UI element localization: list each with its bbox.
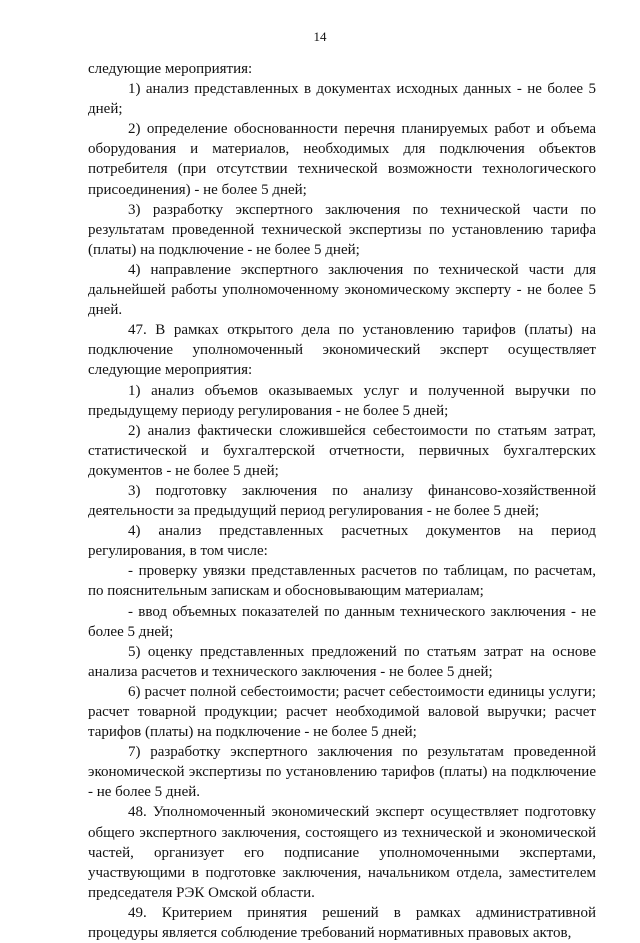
list-item-46-4: 4) направление экспертного заключения по технической части для дальнейшей работы уполномоченному экономическому эксперту - не более 5 дней. (88, 261, 596, 319)
list-item-47-5: 5) оценку представленных предложений по статьям затрат на основе анализа расчетов и технического заключения - не более 5 дней; (88, 643, 596, 680)
sub-item-dash-1: - проверку увязки представленных расчетов по таблицам, по расчетам, по пояснительным запискам и обосновывающим материалам; (88, 563, 596, 600)
sub-item-dash-2: - ввод объемных показателей по данным технического заключения - не более 5 дней; (88, 603, 596, 640)
list-item-46-1: 1) анализ представленных в документах исходных данных - не более 5 дней; (88, 81, 596, 118)
page-number: 14 (313, 29, 327, 44)
list-item-47-4: 4) анализ представленных расчетных документов на период регулирования, в том числе: (88, 523, 596, 560)
clause-47: 47. В рамках открытого дела по установлению тарифов (платы) на подключение уполномоченный экономический эксперт осуществляет следующие мероприятия: (88, 322, 596, 379)
list-item-47-2: 2) анализ фактически сложившейся себестоимости по статьям затрат, статистической и бухгалтерской отчетности, первичных бухгалтерских документов - не более 5 дней; (88, 422, 596, 479)
list-item-47-6: 6) расчет полной себестоимости; расчет себестоимости единицы услуги; расчет товарной продукции; расчет необходимой валовой выручки; расчет тарифов (платы) на подключение - не более 5 дней; (88, 683, 596, 741)
paragraph-continuation: следующие мероприятия: (88, 61, 253, 77)
document-body (88, 59, 596, 943)
list-item-46-2: 2) определение обоснованности перечня планируемых работ и объема оборудования и материалов, необходимых для подключения объектов потребителя (при отсутствии технической возможности технологического присоединения) - не более 5 дней; (88, 121, 596, 198)
list-item-47-3: 3) подготовку заключения по анализу финансово-хозяйственной деятельности за предыдущий период регулирования - не более 5 дней; (88, 482, 596, 520)
list-item-47-7: 7) разработку экспертного заключения по результатам проведенной экономической экспертизы по установлению тарифов (платы) на подключение - не более 5 дней. (88, 744, 596, 801)
list-item-46-3: 3) разработку экспертного заключения по технической части по результатам проведенной технической экспертизы по установлению тарифа (платы) на подключение - не более 5 дней; (88, 201, 596, 258)
list-item-47-1: 1) анализ объемов оказываемых услуг и полученной выручки по предыдущему периоду регулирования - не более 5 дней; (88, 382, 596, 419)
clause-49: 49. Критерием принятия решений в рамках административной процедуры является соблюдение требований нормативных правовых актов, (88, 904, 596, 942)
clause-48: 48. Уполномоченный экономический эксперт осуществляет подготовку общего экспертного заключения, состоящего из технической и экономической частей, организует его подписание уполномоченными экспертами, участвующими в подготовке заключения, начальником отдела, заместителем председателя РЭК Омской области. (88, 804, 596, 901)
